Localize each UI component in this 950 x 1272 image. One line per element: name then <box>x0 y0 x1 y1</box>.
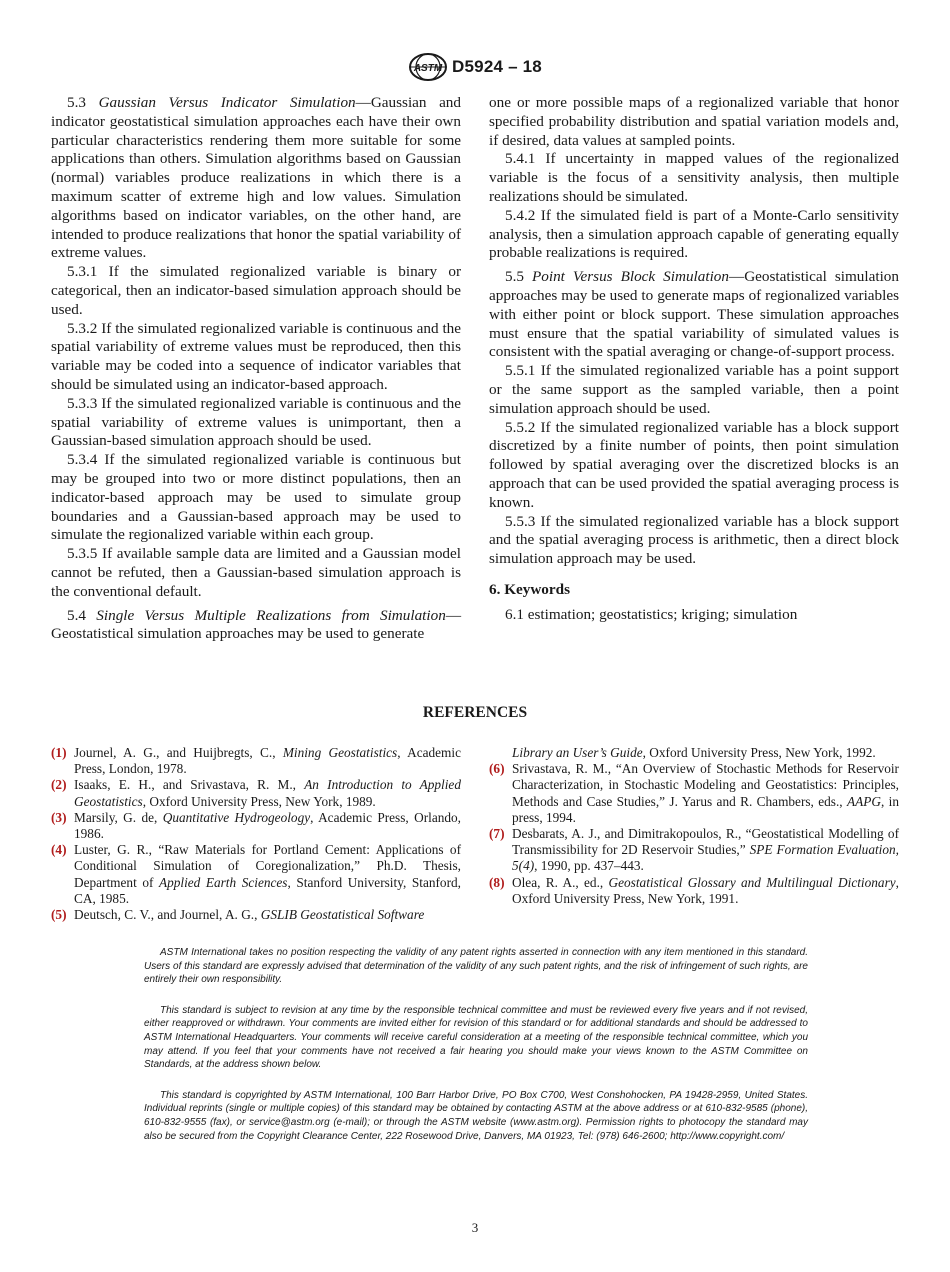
section-5-5-2: 5.5.2 If the simulated regionalized variable has a block support discretized by a finite number of points, then point simulation followed by spatial averaging over the discretized blocks is an approach that can be used provided the spatial averaging process is known. <box>489 418 899 511</box>
reference-item: (5) Deutsch, C. V., and Journel, A. G., GSLIB Geostatistical Software <box>51 907 425 923</box>
reference-number: (8) <box>489 874 505 890</box>
reference-item: (6) Srivastava, R. M., “An Overview of Stochastic Methods for Reservoir Characterization, in Stochastic Modeling and Geostatistics: Principles, Methods and Case Studies,” J. Yarus and R. Chambers, eds., AAPG, in press, 1994. <box>489 761 899 825</box>
section-6-heading: 6. Keywords <box>489 580 570 598</box>
reference-item: (8) Olea, R. A., ed., Geostatistical Glossary and Multilingual Dictionary, Oxford University Press, New York, 1991. <box>489 874 899 906</box>
reference-item: (2) Isaaks, E. H., and Srivastava, R. M., An Introduction to Applied Geostatistics, Oxford University Press, New York, 1989. <box>51 777 461 809</box>
copyright-notice: This standard is copyrighted by ASTM International, 100 Barr Harbor Drive, PO Box C700, West Conshohocken, PA 19428-2959, United States. Individual reprints (single or multiple copies) of this standard may be obtained by contacting ASTM at the above address or at 610-832-9585 (phone), 610-832-9555 (fax), or service@astm.org (e-mail); or through the ASTM website (www.astm.org). Permission rights to photocopy the standard may also be secured from the Copyright Clearance Center, 222 Rosewood Drive, Danvers, MA 01923, Tel: (978) 646-2600; http://www.copyright.com/ <box>144 1089 808 1142</box>
section-5-4-1: 5.4.1 If uncertainty in mapped values of the regionalized variable is the focus of a sensitivity analysis, then multiple realizations should be simulated. <box>489 150 899 205</box>
references-title: REFERENCES <box>422 704 528 721</box>
reference-item-continued: Library an User’s Guide, Oxford University Press, New York, 1992. <box>512 745 876 760</box>
reference-number: (4) <box>51 842 67 858</box>
standard-designation: D5924 – 18 <box>452 57 542 76</box>
section-5-5-1: 5.5.1 If the simulated regionalized variable has a point support or the same support as the sampled variable, then a point simulation approach should be used. <box>489 362 899 417</box>
left-column <box>51 94 461 644</box>
section-5-4-continued: one or more possible maps of a regionalized variable that honor specified probability distribution and spatial variation models and, if desired, data values at sampled points. <box>489 94 899 149</box>
section-5-4-title: Single Versus Multiple Realizations from Simulation <box>96 606 446 624</box>
reference-number: (7) <box>489 826 505 842</box>
section-5-5-title: Point Versus Block Simulation <box>532 268 729 286</box>
patent-notice: ASTM International takes no position respecting the validity of any patent rights asserted in connection with any item mentioned in this standard. Users of this standard are expressly advised that determination of the validity of any such patent rights, and the risk of infringement of such rights, are entirely their own responsibility. <box>144 947 808 986</box>
references-right-column <box>489 745 899 907</box>
reference-item: (7) Desbarats, A. J., and Dimitrakopoulos, R., “Geostatistical Modelling of Transmissibility for 2D Reservoir Studies,” SPE Formation Evaluation, 5(4), 1990, pp. 437–443. <box>489 826 899 874</box>
section-6-1-keywords: 6.1 estimation; geostatistics; kriging; simulation <box>505 605 798 623</box>
astm-notices <box>144 946 808 1160</box>
astm-logo-icon <box>408 52 448 82</box>
section-5-3-title: Gaussian Versus Indicator Simulation <box>98 94 356 111</box>
section-5-4-2: 5.4.2 If the simulated field is part of a Monte-Carlo sensitivity analysis, then a simulation approach capable of generating equally probable realizations is required. <box>489 206 899 262</box>
reference-item: (1) Journel, A. G., and Huijbregts, C., Mining Geostatistics, Academic Press, London, 1978. <box>51 745 461 777</box>
section-5-3-4: 5.3.4 If the simulated regionalized variable is continuous but may be grouped into two or more distinct populations, then an indicator-based approach may be used to simulate group boundaries and a Gaussian-based approach may be used to simulate the regionalized variable within each group. <box>51 451 461 544</box>
reference-number: (3) <box>51 809 67 825</box>
page-number: 3 <box>471 1220 479 1235</box>
section-5-5-3: 5.5.3 If the simulated regionalized variable has a block support and the spatial averaging process is arithmetic, then a direct block simulation approach may be used. <box>489 512 899 568</box>
section-5-3-3: 5.3.3 If the simulated regionalized variable is continuous and the spatial variability of extreme values is unimportant, then a Gaussian-based simulation approach should be used. <box>51 394 461 450</box>
section-5-3-1: 5.3.1 If the simulated regionalized variable is binary or categorical, then an indicator-based simulation approach should be used. <box>51 263 461 318</box>
svg-text:ASTM: ASTM <box>413 63 443 74</box>
right-column <box>489 94 899 625</box>
reference-number: (2) <box>51 777 67 793</box>
reference-number: (5) <box>51 907 67 923</box>
revision-notice: This standard is subject to revision at any time by the responsible technical committee and must be reviewed every five years and if not revised, either reapproved or withdrawn. Your comments are invited either for revision of this standard or for additional standards and should be addressed to ASTM International Headquarters. Your comments will receive careful consideration at a meeting of the responsible technical committee, which you may attend. If you feel that your comments have not received a fair hearing you should make your views known to the ASTM Committee on Standards, at the address shown below. <box>144 1004 808 1071</box>
section-5-5: 5.5 Point Versus Block Simulation—Geostatistical simulation approaches may be used to generate maps of regionalized variables with either point or block support. These simulation approaches must ensure that the spatial variability of simulated values is consistent with the spatial averaging or change-of-support process. <box>489 268 899 361</box>
reference-item: (4) Luster, G. R., “Raw Materials for Portland Cement: Applications of Conditional Simulation of Coregionalization,” Ph.D. Thesis, Department of Applied Earth Sciences, Stanford University, Stanford, CA, 1985. <box>51 842 461 906</box>
reference-number: (6) <box>489 761 505 777</box>
section-5-3: 5.3 Gaussian Versus Indicator Simulation—Gaussian and indicator geostatistical simulation approaches each have their own particular characteristics rendering them more suitable for some applications than others. Simulation algorithms based on Gaussian (normal) variables produce realizations in which there is a maximum scatter of extreme high and low values. Simulation algorithms based on indicator variables, on the other hand, are intended to produce realizations that honor the spatial variability of extreme values. <box>51 94 461 262</box>
section-5-3-2: 5.3.2 If the simulated regionalized variable is continuous and the spatial variability of extreme values must be reproduced, then this variable may be coded into a sequence of indicator variables that should be simulated using an indicator-based approach. <box>51 319 461 393</box>
section-5-4: 5.4 Single Versus Multiple Realizations from Simulation—Geostatistical simulation approaches may be used to generate <box>51 606 462 643</box>
section-5-3-5: 5.3.5 If available sample data are limited and a Gaussian model cannot be refuted, then a Gaussian-based simulation approach is the conventional default. <box>51 545 461 600</box>
references-left-column <box>51 745 461 923</box>
reference-number: (1) <box>51 745 67 760</box>
page-header <box>0 52 950 87</box>
reference-item: (3) Marsily, G. de, Quantitative Hydrogeology, Academic Press, Orlando, 1986. <box>51 809 461 842</box>
